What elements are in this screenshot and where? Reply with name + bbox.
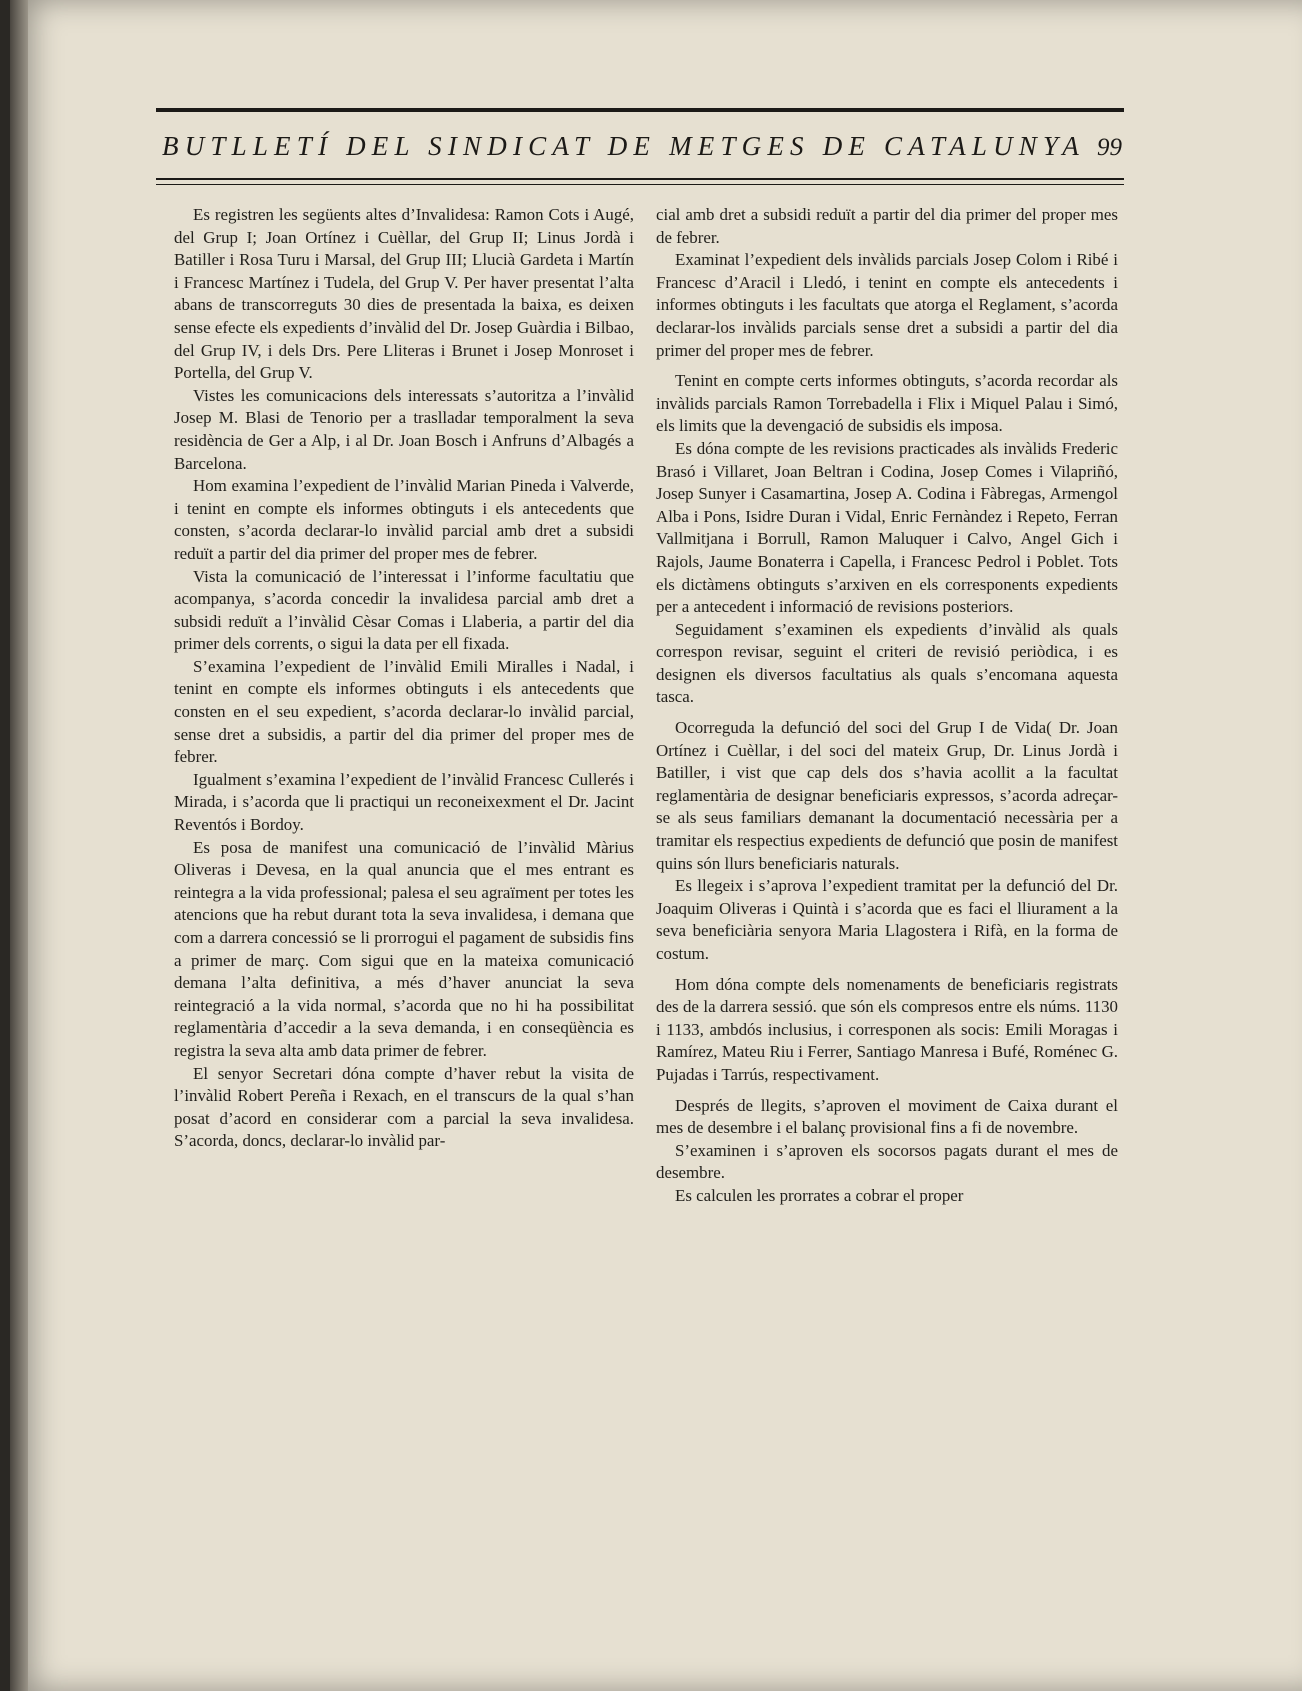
paragraph: Hom examina l’expedient de l’invàlid Marian Pineda i Valverde, i tenint en compte els informes obtinguts i els antecedents que consten, s’acorda declarar-lo invàlid parcial amb dret a subsidi reduït a partir del dia primer del proper mes de febrer. bbox=[174, 476, 634, 563]
header-rule-bottom-2 bbox=[156, 184, 1124, 185]
paragraph: Vista la comunicació de l’interessat i l’informe facultatiu que acompanya, s’acorda concedir la invalidesa parcial amb dret a subsidi reduït a l’invàlid Cèsar Comas i Llaberia, a partir del dia primer dels corrents, o sigui la data per ell fixada. bbox=[174, 566, 634, 654]
paragraph: Igualment s’examina l’expedient de l’invàlid Francesc Cullerés i Mirada, i s’acorda que li practiqui un reconeixexment el Dr. Jacint Reventós i Bordoy. bbox=[174, 769, 634, 835]
page bbox=[10, 0, 1302, 1691]
paragraph: Es calculen les prorrates a cobrar el proper bbox=[675, 1185, 964, 1205]
paragraph: S’examina l’expedient de l’invàlid Emili Miralles i Nadal, i tenint en compte els informes obtinguts i els antecedents que consten en el seu expedient, s’acorda declarar-lo invàlid parcial, sense dret a subsidis, a partir del dia primer del proper mes de febrer. bbox=[174, 656, 634, 767]
paragraph: Hom dóna compte dels nomenaments de beneficiaris registrats des de la darrera sessió. que són els compresos entre els núms. 1130 i 1133, ambdós inclusius, i corresponen als socis: Emili Moragas i Ramírez, Mateu Riu i Ferrer, Santiago Manresa i Bufé, Roménec G. Pujadas i Tarrús, respectivament. bbox=[656, 974, 1118, 1084]
paragraph: Després de llegits, s’aproven el moviment de Caixa durant el mes de desembre i el balanç provisional fins a fi de novembre. bbox=[656, 1095, 1118, 1138]
paragraph: Tenint en compte certs informes obtinguts, s’acorda recordar als invàlids parcials Ramon Torrebadella i Flix i Miquel Palau i Simó, els limits que la devengació de subsidis els imposa. bbox=[656, 371, 1118, 436]
running-head bbox=[162, 131, 1122, 171]
header-rule-bottom-1 bbox=[156, 178, 1124, 180]
paragraph: Es posa de manifest una comunicació de l’invàlid Màrius Oliveras i Devesa, en la qual anuncia que el mes entrant es reintegra a la vida professional; palesa el seu agraïment per totes les atencions que ha rebut durant tota la seva invalidesa, i demana que com a darrera concessió se li prorrogui el pagament de subsidis fins a primer de març. Com sigui que en la mateixa comunicació demana l’alta definitiva, a més d’haver anunciat la seva reintegració a la vida normal, s’acorda que no hi ha possibilitat reglamentària d’accedir a la seva demanda, i en conseqüència es registra la seva alta amb data primer de febrer. bbox=[174, 837, 634, 1060]
binding-gutter bbox=[10, 0, 28, 1691]
paragraph: Examinat l’expedient dels invàlids parcials Josep Colom i Ribé i Francesc d’Aracil i Lledó, i tenint en compte els antecedents i informes obtinguts i les facultats que atorga el Reglament, s’acorda declarar-los invàlids parcials sense dret a subsidi a partir del dia primer del proper mes de febrer. bbox=[656, 250, 1118, 360]
left-column bbox=[174, 204, 634, 1153]
page-number: 99 bbox=[1097, 134, 1122, 161]
paragraph: Es llegeix i s’aprova l’expedient tramitat per la defunció del Dr. Joaquim Oliveras i Quintà i s’acorda que es faci el lliurament a la seva beneficiària senyora Maria Llagostera i Rifà, en la forma de costum. bbox=[656, 876, 1118, 963]
paragraph: cial amb dret a subsidi reduït a partir del dia primer del proper mes de febrer. bbox=[656, 205, 1118, 247]
paragraph: Seguidament s’examinen els expedients d’invàlid als quals correspon revisar, seguint el criteri de revisió periòdica, i es designen els diversos facultatius als quals s’encomana aquesta tasca. bbox=[656, 619, 1118, 707]
paragraph: Ocorreguda la defunció del soci del Grup I de Vida( Dr. Joan Ortínez i Cuèllar, i del soci del mateix Grup, Dr. Linus Jordà i Batiller, i vist que cap dels dos s’havia acollit a la facultat reglamentària de designar beneficiaris expressos, s’acorda adreçar-se als seus familiars demanant la documentació necessària per a tramitar els respectius expedients de defunció que posin de manifest quins són llurs beneficiaris naturals. bbox=[656, 718, 1118, 873]
paragraph: Es dóna compte de les revisions practicades als invàlids Frederic Brasó i Villaret, Joan Beltran i Codina, Josep Comes i Vilapriñó, Josep Sunyer i Casamartina, Josep A. Codina i Fàbregas, Armengol Alba i Pons, Isidre Duran i Vidal, Enric Fernàndez i Repeto, Ferran Vallmitjana i Borrull, Ramon Maluquer i Calvo, Angel Gich i Rajols, Jaume Bonaterra i Capella, i Francesc Pedrol i Poblet. Tots els dictàmens obtinguts s’arxiven en els corresponents expedients per a antecedent i informació de revisions posteriors. bbox=[656, 438, 1118, 617]
paragraph: S’examinen i s’aproven els socorsos pagats durant el mes de desembre. bbox=[656, 1140, 1118, 1183]
paragraph: El senyor Secretari dóna compte d’haver rebut la visita de l’invàlid Robert Pereña i Rexach, en el transcurs de la qual s’han posat d’acord en considerar com a parcial la seva invalidesa. S’acorda, doncs, declarar-lo invàlid par- bbox=[174, 1063, 634, 1151]
paragraph: Es registren les següents altes d’Invalidesa: Ramon Cots i Augé, del Grup I; Joan Ortínez i Cuèllar, del Grup II; Linus Jordà i Batiller i Rosa Turu i Marsal, del Grup III; Llucià Gardeta i Martín i Francesc Martínez i Tudela, del Grup V. Per haver presentat l’alta abans de transcorreguts 30 dies de presentada la baixa, es deixen sense efecte els expedients d’invàlid del Dr. Josep Guàrdia i Bilbao, del Grup IV, i dels Drs. Pere Lliteras i Brunet i Josep Monroset i Portella, del Grup V. bbox=[174, 205, 634, 383]
paragraph: Vistes les comunicacions dels interessats s’autoritza a l’invàlid Josep M. Blasi de Tenorio per a traslladar temporalment la seva residència de Ger a Alp, i al Dr. Joan Bosch i Anfruns d’Albagés a Barcelona. bbox=[174, 385, 634, 473]
right-column bbox=[656, 204, 1118, 1208]
running-title: BUTLLETÍ DEL SINDICAT DE METGES DE CATALUNYA bbox=[162, 131, 1086, 161]
header-rule-top bbox=[156, 108, 1124, 112]
